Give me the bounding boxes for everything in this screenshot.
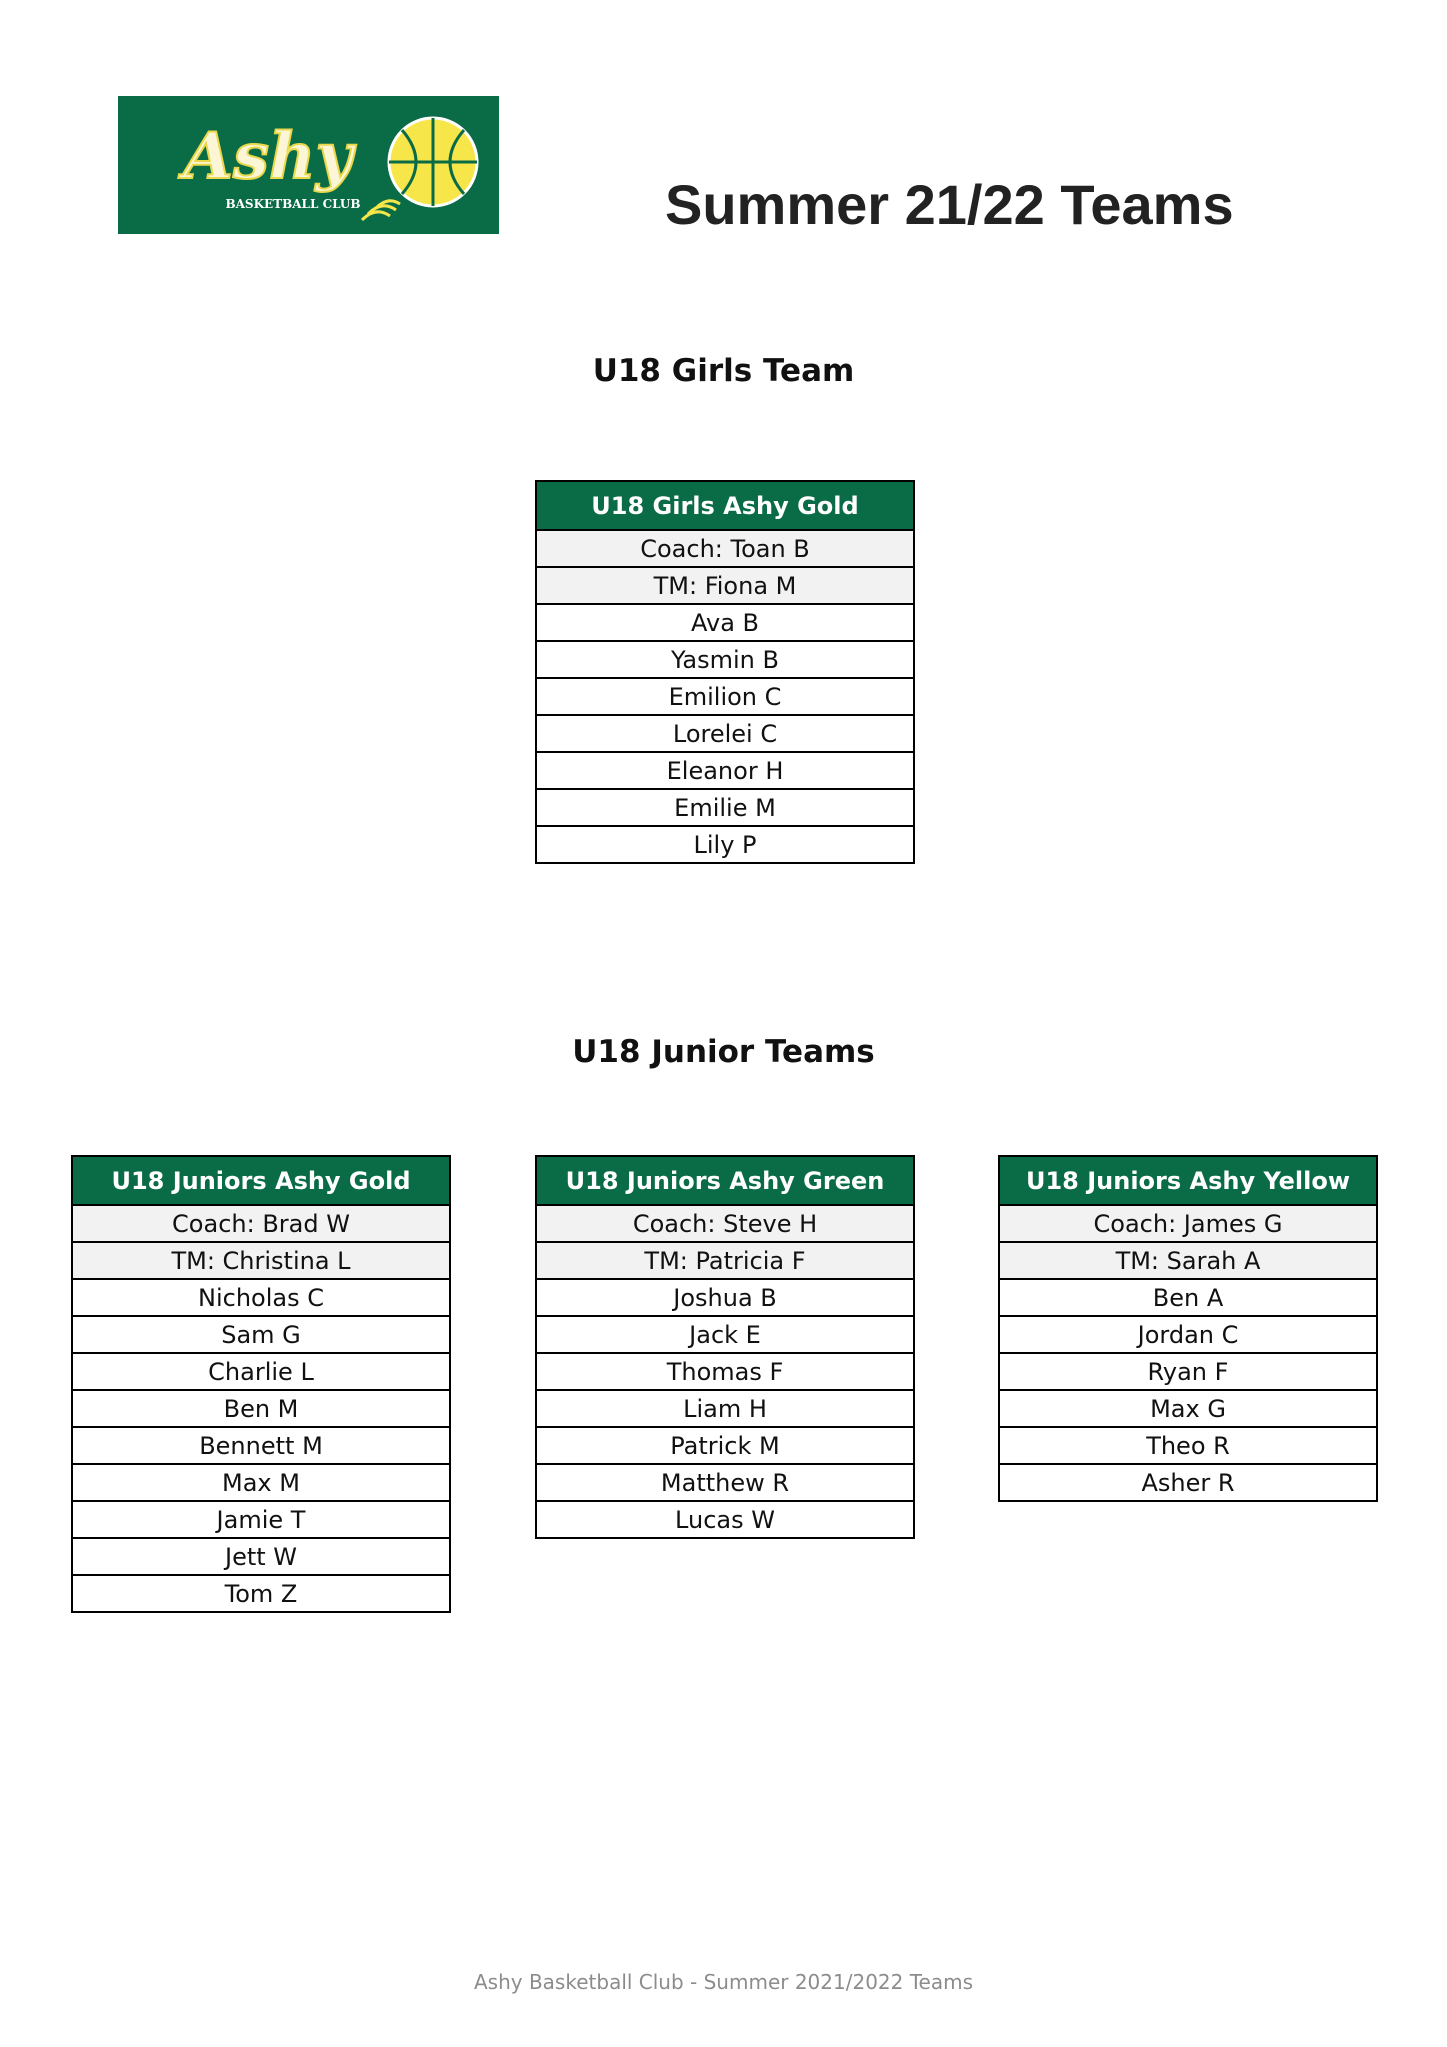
team-name: U18 Girls Ashy Gold: [536, 481, 914, 530]
player-cell: Joshua B: [536, 1279, 914, 1316]
team-table-u18-juniors-ashy-gold: [71, 1155, 451, 1613]
team-name: U18 Juniors Ashy Green: [536, 1156, 914, 1205]
player-cell: Thomas F: [536, 1353, 914, 1390]
team-manager-cell: TM: Christina L: [72, 1242, 450, 1279]
player-cell: Ben M: [72, 1390, 450, 1427]
page-title: Summer 21/22 Teams: [665, 173, 1234, 236]
logo-artwork: [118, 96, 499, 234]
player-cell: Nicholas C: [72, 1279, 450, 1316]
coach-cell: Coach: James G: [999, 1205, 1377, 1242]
player-cell: Max G: [999, 1390, 1377, 1427]
club-logo: [118, 96, 499, 234]
player-cell: Jack E: [536, 1316, 914, 1353]
team-manager-cell: TM: Fiona M: [536, 567, 914, 604]
player-cell: Jordan C: [999, 1316, 1377, 1353]
basketball-icon: [362, 118, 477, 220]
team-table-u18-juniors-ashy-yellow: [998, 1155, 1378, 1502]
team-table-u18-juniors-ashy-green: [535, 1155, 915, 1539]
player-cell: Yasmin B: [536, 641, 914, 678]
team-name: U18 Juniors Ashy Gold: [72, 1156, 450, 1205]
section-title-girls: U18 Girls Team: [592, 353, 855, 389]
player-cell: Max M: [72, 1464, 450, 1501]
player-cell: Ryan F: [999, 1353, 1377, 1390]
player-cell: Sam G: [72, 1316, 450, 1353]
player-cell: Jamie T: [72, 1501, 450, 1538]
coach-cell: Coach: Brad W: [72, 1205, 450, 1242]
player-cell: Bennett M: [72, 1427, 450, 1464]
player-cell: Ben A: [999, 1279, 1377, 1316]
section-title-juniors: U18 Junior Teams: [572, 1034, 875, 1070]
page-footer: Ashy Basketball Club - Summer 2021/2022 Teams: [473, 1970, 974, 1994]
team-manager-cell: TM: Patricia F: [536, 1242, 914, 1279]
player-cell: Asher R: [999, 1464, 1377, 1501]
team-name: U18 Juniors Ashy Yellow: [999, 1156, 1377, 1205]
player-cell: Theo R: [999, 1427, 1377, 1464]
player-cell: Emilion C: [536, 678, 914, 715]
player-cell: Liam H: [536, 1390, 914, 1427]
team-table-u18-girls-ashy-gold: [535, 480, 915, 864]
coach-cell: Coach: Steve H: [536, 1205, 914, 1242]
logo-subtext: BASKETBALL CLUB: [225, 197, 361, 211]
player-cell: Emilie M: [536, 789, 914, 826]
player-cell: Lorelei C: [536, 715, 914, 752]
team-manager-cell: TM: Sarah A: [999, 1242, 1377, 1279]
player-cell: Jett W: [72, 1538, 450, 1575]
player-cell: Ava B: [536, 604, 914, 641]
player-cell: Tom Z: [72, 1575, 450, 1612]
player-cell: Lucas W: [536, 1501, 914, 1538]
player-cell: Eleanor H: [536, 752, 914, 789]
player-cell: Lily P: [536, 826, 914, 863]
player-cell: Patrick M: [536, 1427, 914, 1464]
coach-cell: Coach: Toan B: [536, 530, 914, 567]
player-cell: Charlie L: [72, 1353, 450, 1390]
player-cell: Matthew R: [536, 1464, 914, 1501]
logo-wordmark: Ashy: [183, 119, 353, 194]
